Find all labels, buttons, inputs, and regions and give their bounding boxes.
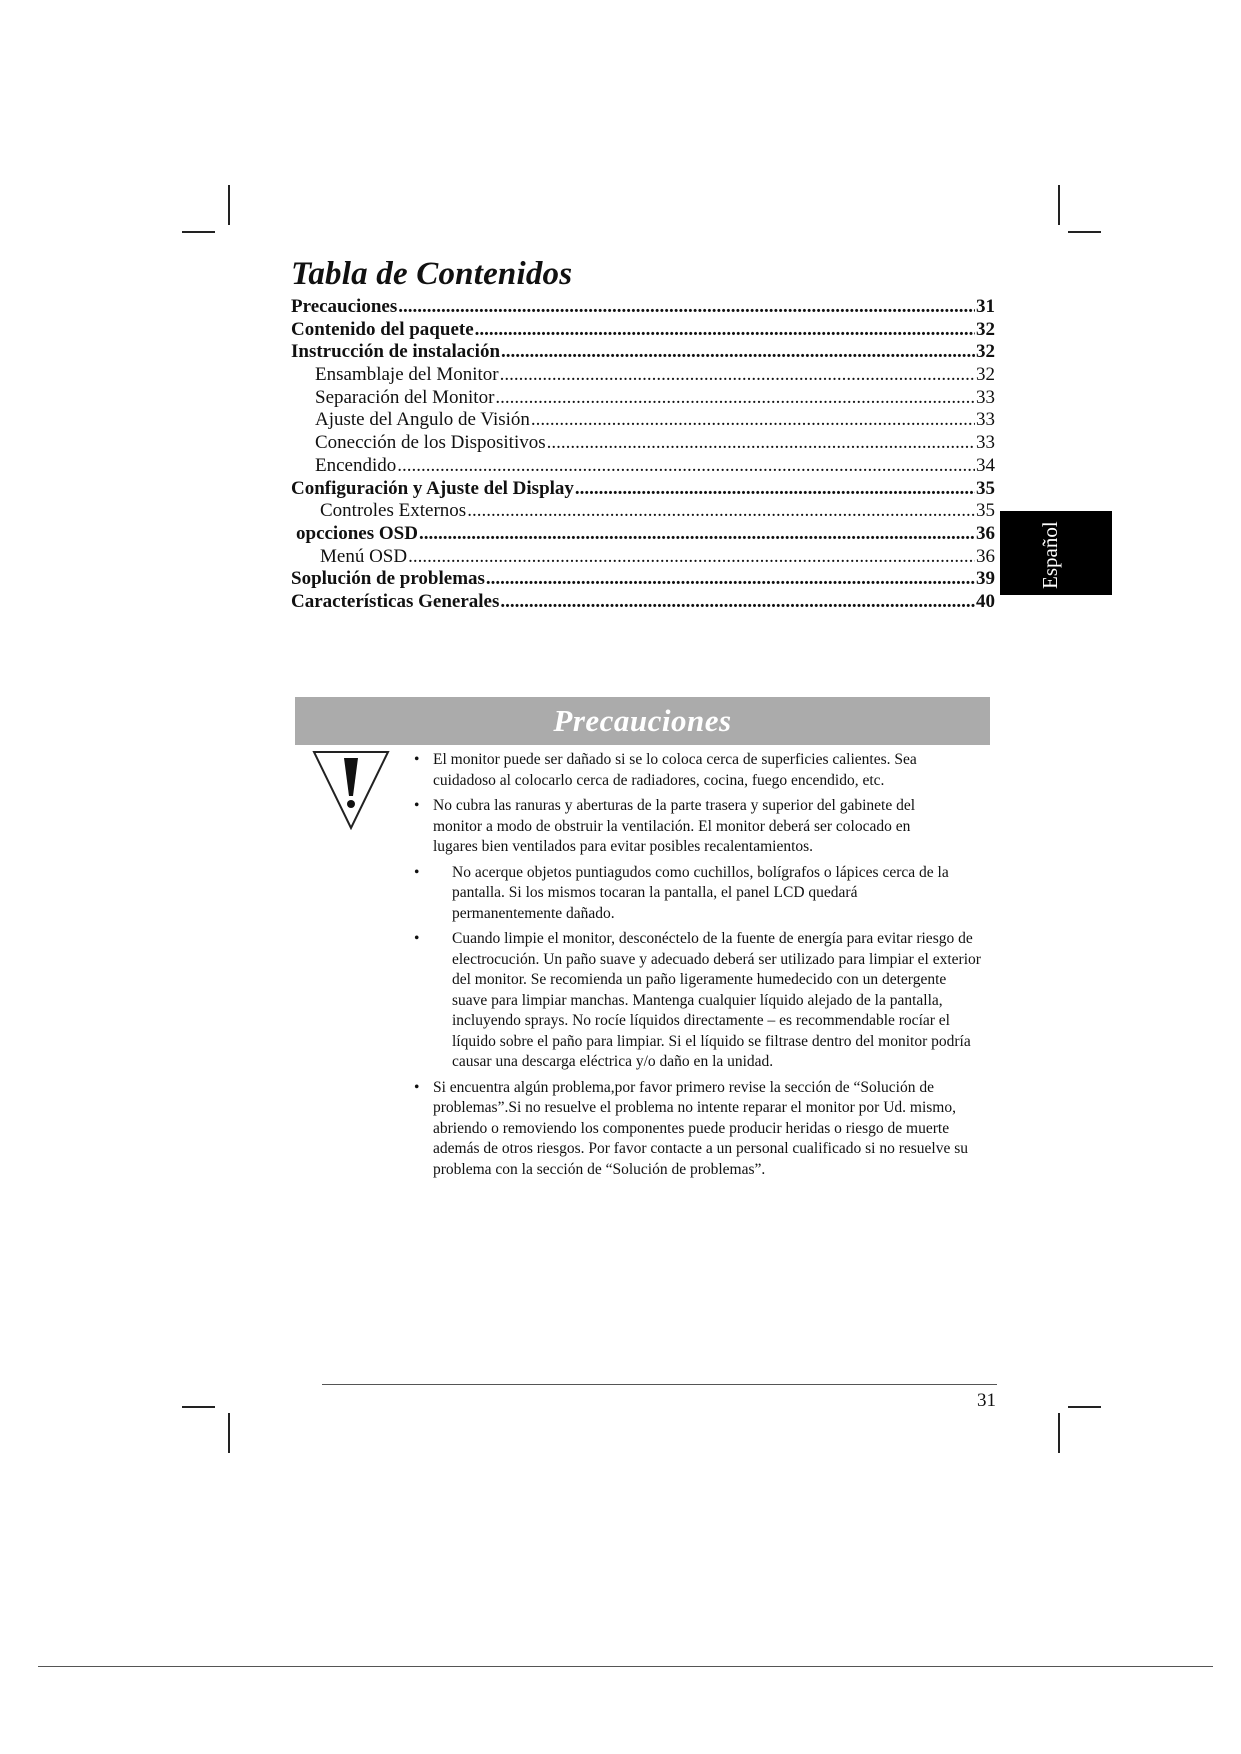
precaution-text: El monitor puede ser dañado si se lo coloca cerca de superficies calientes. Sea cuidadoso al colocarlo cerca de radiadores, cocina, fuego encendido, etc. — [433, 751, 917, 789]
bullet: • — [414, 930, 420, 947]
page-number: 31 — [977, 1390, 996, 1411]
crop-mark-bottom-left-v — [228, 1413, 230, 1453]
toc-entry — [291, 500, 995, 523]
toc-entry-label: Menú OSD — [320, 545, 408, 567]
toc-entry-label: Configuración y Ajuste del Display — [291, 477, 574, 499]
toc-entry-page: 32 — [976, 318, 995, 340]
toc-entry-page: 31 — [976, 296, 995, 317]
toc-entry — [291, 546, 995, 569]
toc-entry-label: Controles Externos — [320, 500, 467, 522]
toc-entry-page: 39 — [976, 568, 995, 590]
toc-entry — [291, 296, 995, 319]
toc-entry-page: 36 — [976, 545, 995, 567]
toc-entry-page: 34 — [976, 454, 995, 476]
crop-mark-top-right-v — [1058, 185, 1060, 225]
toc-entry-label: Contenido del paquete — [291, 318, 474, 340]
toc-entry-page: 36 — [976, 522, 995, 544]
crop-mark-top-left-h — [182, 231, 215, 233]
precaution-text: Cuando limpie el monitor, desconéctelo de la fuente de energía para evitar riesgo de electrocución. Un paño suave y adecuado deberá ser utilizado para limpiar el exterior del monitor. Se recomienda un paño ligeramente humedecido con un detergente suave para limpiar manchas. Mantenga cualquier líquido alejado de la pantalla, incluyendo sprays. No rocíe líquidos directamente – es recommendable rocíar el líquido sobre el paño para limpiar. Si el líquido se filtrase dentro del monitor podría causar una descarga eléctrica y/o daño en la unidad. — [452, 930, 981, 1070]
crop-mark-top-left-v — [228, 185, 230, 225]
toc-entry-label: Ajuste del Angulo de Visión — [315, 409, 530, 431]
toc-entry — [291, 364, 995, 387]
list-item — [412, 750, 982, 791]
toc-entry-label: Ensamblaje del Monitor — [315, 364, 499, 386]
toc-entry-page: 35 — [976, 477, 995, 499]
toc-entry-label: Instrucción de instalación — [291, 341, 501, 363]
toc-entry-page: 32 — [976, 364, 995, 386]
toc-entry — [291, 409, 995, 432]
precaution-text: No cubra las ranuras y aberturas de la parte trasera y superior del gabinete del monitor a modo de obstruir la ventilación. El monitor deberá ser colocado en lugares bien ventilados para evitar posibles recalentamientos. — [433, 797, 916, 855]
toc-entry-label: opcciones OSD — [296, 522, 418, 544]
language-label: Español — [1038, 521, 1062, 589]
toc-entry-page: 33 — [976, 386, 995, 408]
toc-entry-page: 35 — [976, 500, 995, 522]
list-item — [412, 929, 982, 1073]
toc-entry — [291, 432, 995, 455]
bullet: • — [414, 863, 420, 881]
toc-entry — [291, 478, 995, 501]
toc-entry-label: Encendido — [315, 454, 397, 476]
precautions-list — [412, 750, 982, 1185]
toc-entry — [291, 568, 995, 591]
bullet: • — [414, 1078, 420, 1096]
precautions-banner — [295, 697, 990, 745]
warning-triangle-icon — [312, 750, 390, 830]
bullet: • — [414, 797, 420, 814]
toc-entry — [291, 591, 995, 614]
crop-mark-top-right-h — [1068, 231, 1101, 233]
list-item — [412, 1078, 982, 1181]
toc-entry-page: 32 — [976, 341, 995, 363]
toc-entry-label: Conección de los Dispositivos — [315, 432, 546, 454]
toc-entry — [291, 319, 995, 342]
crop-mark-bottom-right-v — [1058, 1413, 1060, 1453]
toc-entry-page: 33 — [976, 432, 995, 454]
toc-entry-label: Precauciones — [291, 296, 398, 317]
toc-entry — [291, 455, 995, 478]
language-side-tab — [1000, 511, 1112, 595]
precaution-text: No acerque objetos puntiagudos como cuchillos, bolígrafos o lápices cerca de la pantalla. Si los mismos tocaran la pantalla, el panel LCD quedará permanentemente dañado. — [452, 863, 949, 922]
toc-entry-page: 33 — [976, 409, 995, 431]
crop-mark-bottom-left-h — [182, 1406, 215, 1408]
precaution-text: Si encuentra algún problema,por favor primero revise la sección de “Solución de problemas”.Si no resuelve el problema no intente reparar el monitor por Ud. mismo, abriendo o removiendo los componentes puede producir heridas o riesgo de muerte además de otros riesgos. Por favor contacte a un personal cualificado si no resuelve su problema con la sección de “Solución de problemas”. — [433, 1078, 969, 1178]
toc-entry — [291, 387, 995, 410]
toc-entry-label: Características Generales — [291, 590, 500, 612]
toc-entry — [291, 341, 995, 364]
list-item — [412, 796, 982, 858]
bullet: • — [414, 751, 420, 768]
table-of-contents — [291, 296, 995, 614]
toc-entry — [291, 523, 995, 546]
toc-entry-label: Separación del Monitor — [315, 386, 495, 408]
toc-title: Tabla de Contenidos — [291, 256, 573, 292]
list-item — [412, 863, 982, 925]
bottom-rule — [38, 1666, 1213, 1667]
toc-entry-label: Soplución de problemas — [291, 568, 485, 590]
footer-rule — [322, 1384, 997, 1385]
crop-mark-bottom-right-h — [1068, 1406, 1101, 1408]
toc-entry-page: 40 — [976, 590, 995, 612]
precautions-heading: Precauciones — [553, 703, 732, 738]
